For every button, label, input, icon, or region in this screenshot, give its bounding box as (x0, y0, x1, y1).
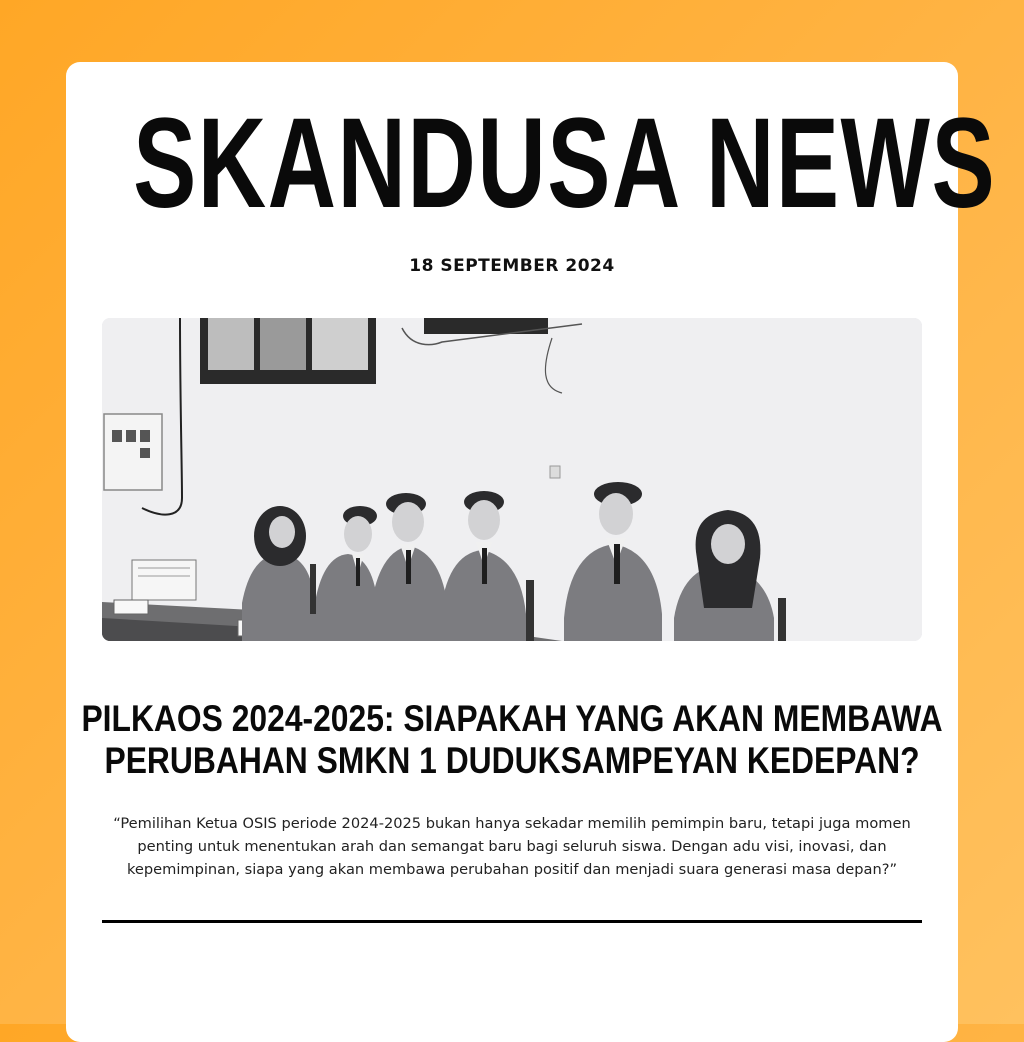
issue-date: 18 SEPTEMBER 2024 (409, 256, 615, 276)
candidates-photo (102, 318, 922, 641)
headline-line-2: PERUBAHAN SMKN 1 DUDUKSAMPEYAN KEDEPAN? (104, 740, 920, 781)
headline-line-1: PILKAOS 2024-2025: SIAPAKAH YANG AKAN MEMBAWA (81, 698, 943, 739)
article-headline (72, 698, 953, 782)
divider-rule (102, 920, 922, 923)
article-quote: “Pemilihan Ketua OSIS periode 2024-2025 bukan hanya sekadar memilih pemimpin baru, tetapi juga momen penting untuk menentukan arah dan semangat baru bagi seluruh siswa. Dengan adu visi, inovasi, dan kepemimpinan, siapa yang akan membawa perubahan positif dan menjadi suara generasi masa depan?” (113, 815, 911, 878)
masthead-title: SKANDUSA NEWS (133, 92, 997, 235)
